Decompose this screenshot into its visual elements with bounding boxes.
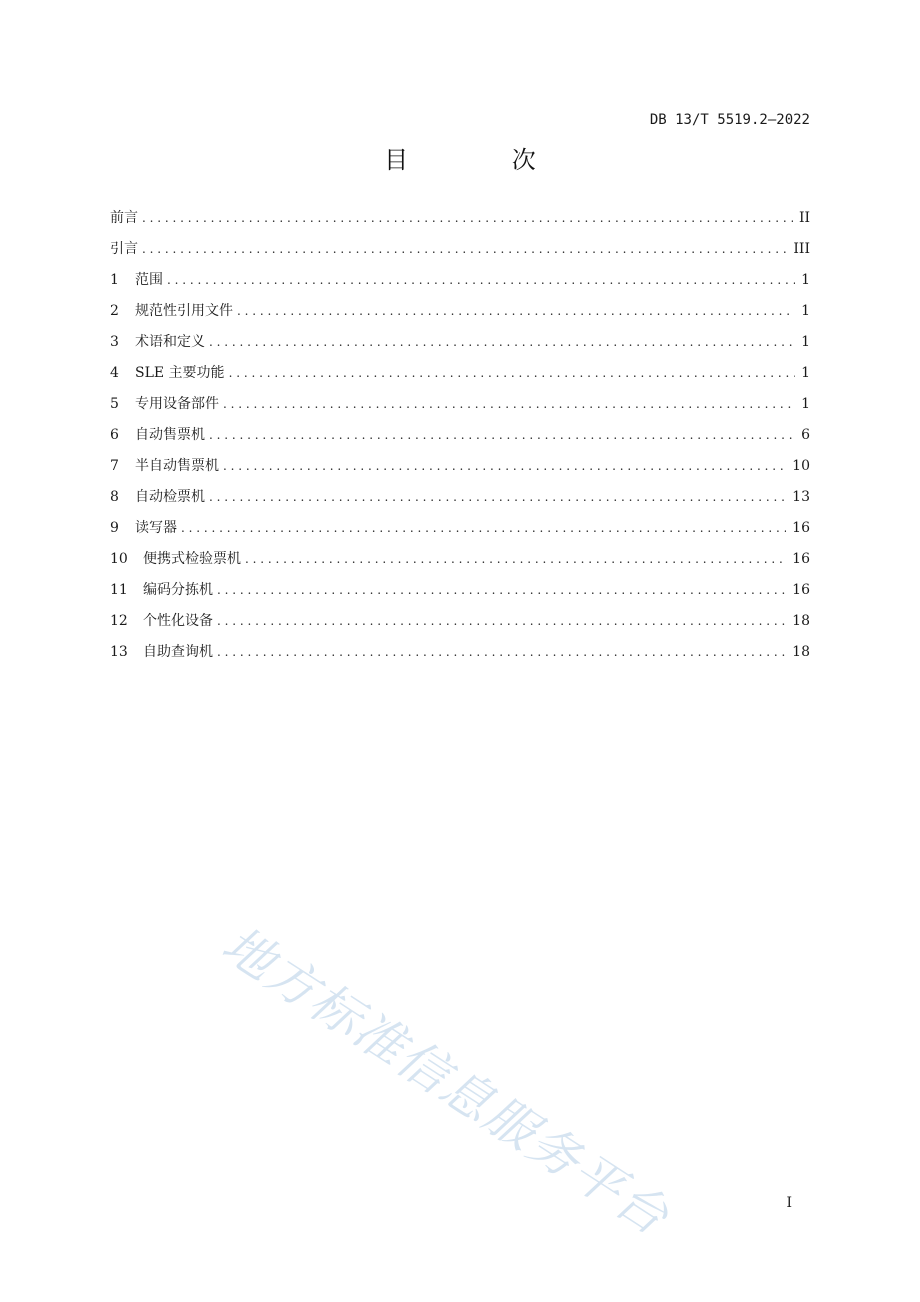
toc-entry-page: 1 xyxy=(801,334,810,350)
toc-entry-page: 16 xyxy=(792,520,810,536)
toc-entry-number: 5 xyxy=(110,396,119,412)
toc-entry-6[interactable] xyxy=(110,423,810,454)
toc-entry-title: 自助查询机 xyxy=(143,644,213,660)
toc-dot-leader xyxy=(209,330,795,354)
toc-entry-13[interactable] xyxy=(110,640,810,671)
document-code: DB 13/T 5519.2—2022 xyxy=(649,112,810,128)
toc-entry-page: 1 xyxy=(801,396,810,412)
toc-entry-page: II xyxy=(798,210,810,226)
toc-dot-leader xyxy=(217,609,786,633)
toc-entry-11[interactable] xyxy=(110,578,810,609)
toc-entry-page: 1 xyxy=(801,365,810,381)
toc-entry-number: 8 xyxy=(110,489,119,505)
toc-dot-leader xyxy=(237,299,795,323)
toc-entry-number: 10 xyxy=(110,551,128,567)
toc-entry-title: 自动检票机 xyxy=(135,489,205,505)
toc-entry-page: 13 xyxy=(792,489,810,505)
page-number: I xyxy=(786,1195,792,1211)
toc-entry-number: 7 xyxy=(110,458,119,474)
toc-entry-3[interactable] xyxy=(110,330,810,361)
toc-entry-title: 范围 xyxy=(135,272,163,288)
toc-entry-12[interactable] xyxy=(110,609,810,640)
toc-entry-4[interactable] xyxy=(110,361,810,392)
toc-entry-number: 1 xyxy=(110,272,119,288)
toc-entry-title: 个性化设备 xyxy=(143,613,213,629)
toc-dot-leader xyxy=(181,516,786,540)
toc-dot-leader xyxy=(223,454,786,478)
toc-entry-number: 12 xyxy=(110,613,128,629)
toc-entry-page: 6 xyxy=(801,427,810,443)
toc-entry-number: 11 xyxy=(110,582,128,598)
toc-dot-leader xyxy=(142,237,787,261)
toc-entry-number: 3 xyxy=(110,334,119,350)
toc-entry-page: 18 xyxy=(792,644,810,660)
toc-entry-introduction[interactable] xyxy=(110,237,810,268)
toc-dot-leader xyxy=(142,206,793,230)
toc-entry-page: 1 xyxy=(801,272,810,288)
toc-entry-8[interactable] xyxy=(110,485,810,516)
toc-entry-title: 引言 xyxy=(110,241,138,257)
toc-dot-leader xyxy=(167,268,795,292)
toc-entry-title: 半自动售票机 xyxy=(135,458,219,474)
toc-entry-title: 读写器 xyxy=(135,520,177,536)
toc-entry-title: SLE 主要功能 xyxy=(135,365,225,381)
toc-entry-1[interactable] xyxy=(110,268,810,299)
toc-entry-number: 2 xyxy=(110,303,119,319)
table-of-contents xyxy=(110,206,810,671)
toc-entry-number: 13 xyxy=(110,644,128,660)
watermark: 地方标准信息服务平台 xyxy=(212,915,680,1247)
toc-entry-2[interactable] xyxy=(110,299,810,330)
toc-dot-leader xyxy=(223,392,795,416)
toc-entry-foreword[interactable] xyxy=(110,206,810,237)
toc-entry-7[interactable] xyxy=(110,454,810,485)
toc-dot-leader xyxy=(217,578,786,602)
toc-entry-title: 术语和定义 xyxy=(135,334,205,350)
toc-dot-leader xyxy=(245,547,786,571)
toc-entry-page: 16 xyxy=(792,582,810,598)
toc-entry-page: 16 xyxy=(792,551,810,567)
toc-entry-5[interactable] xyxy=(110,392,810,423)
toc-entry-number: 4 xyxy=(110,365,119,381)
toc-entry-title: 编码分拣机 xyxy=(143,582,213,598)
toc-entry-page: III xyxy=(793,241,810,257)
toc-entry-title: 便携式检验票机 xyxy=(143,551,241,567)
toc-entry-number: 9 xyxy=(110,520,119,536)
toc-entry-page: 1 xyxy=(801,303,810,319)
toc-entry-page: 18 xyxy=(792,613,810,629)
toc-entry-10[interactable] xyxy=(110,547,810,578)
toc-dot-leader xyxy=(217,640,786,664)
toc-entry-page: 10 xyxy=(792,458,810,474)
toc-entry-title: 规范性引用文件 xyxy=(135,303,233,319)
toc-dot-leader xyxy=(209,485,786,509)
toc-entry-title: 自动售票机 xyxy=(135,427,205,443)
page-title: 目 次 xyxy=(384,146,584,174)
toc-entry-number: 6 xyxy=(110,427,119,443)
toc-dot-leader xyxy=(209,423,795,447)
toc-entry-9[interactable] xyxy=(110,516,810,547)
toc-entry-title: 专用设备部件 xyxy=(135,396,219,412)
toc-dot-leader xyxy=(229,361,796,385)
toc-entry-title: 前言 xyxy=(110,210,138,226)
